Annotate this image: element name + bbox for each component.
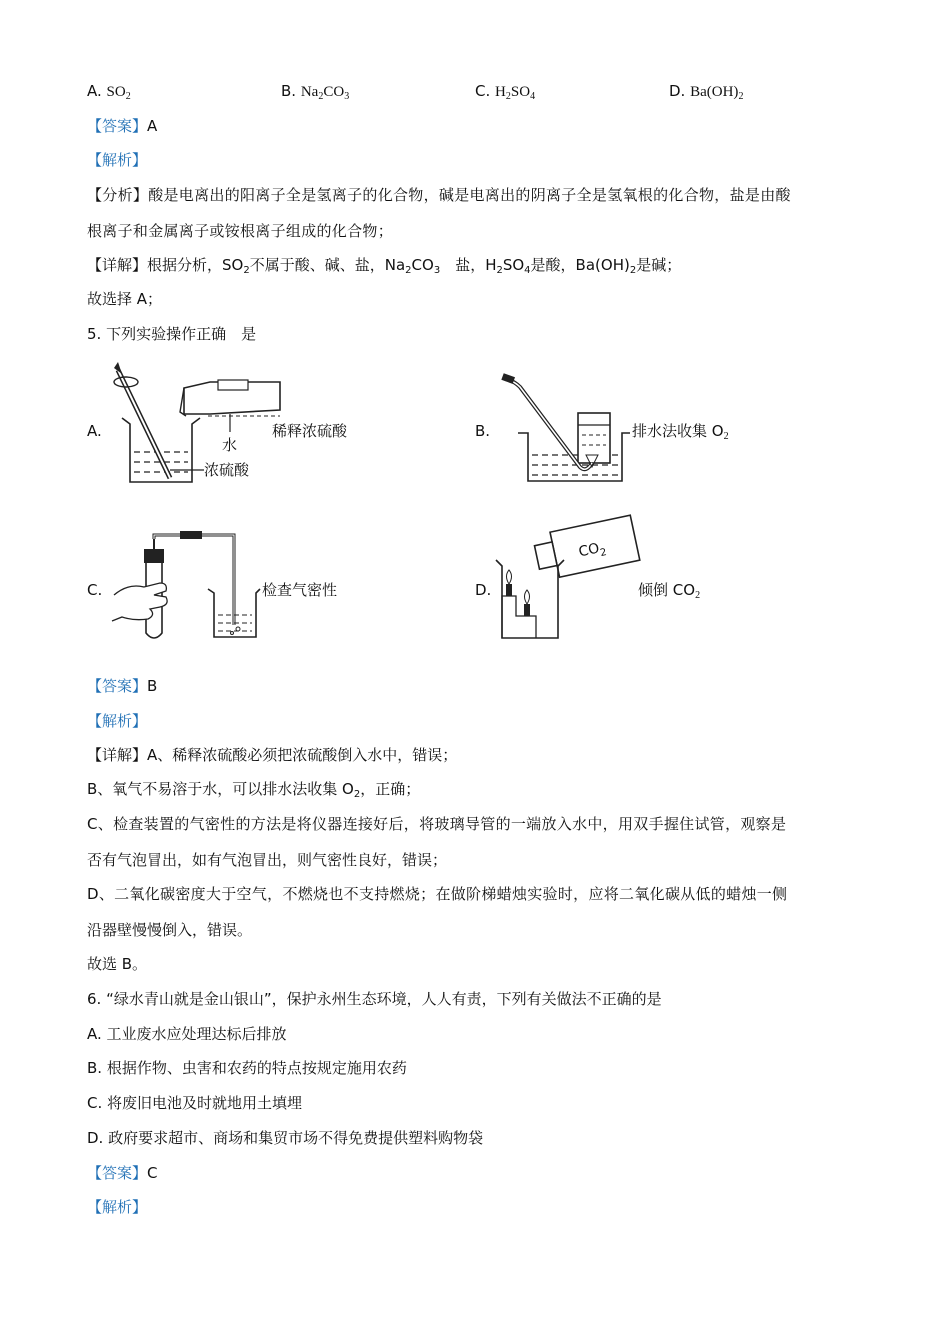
q5-option-b-caption: 排水法收集 $O_2$ (632, 422, 729, 442)
q6-option-d: D. 政府要求超市、商场和集贸市场不得免费提供塑料购物袋 (87, 1129, 484, 1147)
q5-option-c-caption: 检查气密性 (262, 581, 338, 599)
bottle-label: $CO_2$ (577, 540, 608, 561)
q6-option-a: A. 工业废水应处理达标后排放 (87, 1025, 287, 1043)
q4-answer: 【答案】A (87, 117, 158, 135)
q6-answer: 【答案】C (87, 1164, 158, 1182)
q4-conclusion: 故选择 A； (87, 290, 163, 308)
q5-option-d-caption: 倾倒 $CO_2$ (638, 581, 701, 601)
water-label: 水 (222, 436, 238, 454)
q5-detail-a: 【详解】A、稀释浓硫酸必须把浓硫酸倒入水中，错误； (87, 746, 458, 764)
q5-analysis-tag: 【解析】 (87, 712, 148, 730)
q5-option-a-letter: A. (87, 422, 102, 440)
q5-conclusion: 故选 B。 (87, 955, 148, 973)
q4-analysis-tag: 【解析】 (87, 151, 148, 169)
q6-option-b: B. 根据作物、虫害和农药的特点按规定施用农药 (87, 1059, 407, 1077)
q5-detail-d-2: 沿器壁慢慢倒入，错误。 (87, 921, 253, 939)
pour-co2-figure (496, 512, 641, 647)
q5-option-b-letter: B. (475, 422, 491, 440)
q4-option-d: D. $Ba(OH)_2$ (669, 82, 744, 102)
q5-answer: 【答案】B (87, 677, 158, 695)
q6-option-c: C. 将废旧电池及时就地用土填埋 (87, 1094, 303, 1112)
water-displacement-figure (500, 375, 630, 485)
q4-option-b: B. $Na_2CO_3$ (281, 82, 350, 102)
q5-option-d-letter: D. (475, 581, 492, 599)
q5-option-a-caption: 稀释浓硫酸 (272, 422, 348, 440)
q5-detail-c-1: C、检查装置的气密性的方法是将仪器连接好后，将玻璃导管的一端放入水中，用双手握住试管，观察是 (87, 815, 787, 833)
acid-label: 浓硫酸 (204, 461, 250, 479)
q5-detail-b: B、氧气不易溶于水，可以排水法收集 $O_2$，正确； (87, 780, 421, 800)
q5-detail-c-2: 否有气泡冒出，如有气泡冒出，则气密性良好，错误； (87, 851, 448, 869)
q6-stem: 6. “绿水青山就是金山银山”，保护永州生态环境，人人有责，下列有关做法不正确的是 (87, 990, 662, 1008)
q5-option-c-letter: C. (87, 581, 103, 599)
dilute-acid-figure (100, 360, 280, 490)
q4-detail: 【详解】根据分析，$SO_2$不属于酸、碱、盐，$Na_2CO_3$ 盐，$H_2SO_4$是酸，$Ba(OH)_2$是碱； (87, 256, 682, 276)
q4-option-a: A. $SO_2$ (87, 82, 131, 102)
q6-analysis-tag: 【解析】 (87, 1198, 148, 1216)
q4-option-c: C. $H_2SO_4$ (475, 82, 536, 102)
airtight-check-figure (110, 525, 260, 645)
q4-fenxi-line-1: 【分析】酸是电离出的阳离子全是氢离子的化合物，碱是电离出的阴离子全是氢氧根的化合物，盐是由酸 (87, 186, 791, 204)
q4-fenxi-line-2: 根离子和金属离子或铵根离子组成的化合物； (87, 222, 394, 240)
q5-detail-d-1: D、二氧化碳密度大于空气，不燃烧也不支持燃烧；在做阶梯蜡烛实验时，应将二氧化碳从低的蜡烛一侧 (87, 885, 788, 903)
q5-stem: 5. 下列实验操作正确 是 (87, 325, 257, 343)
